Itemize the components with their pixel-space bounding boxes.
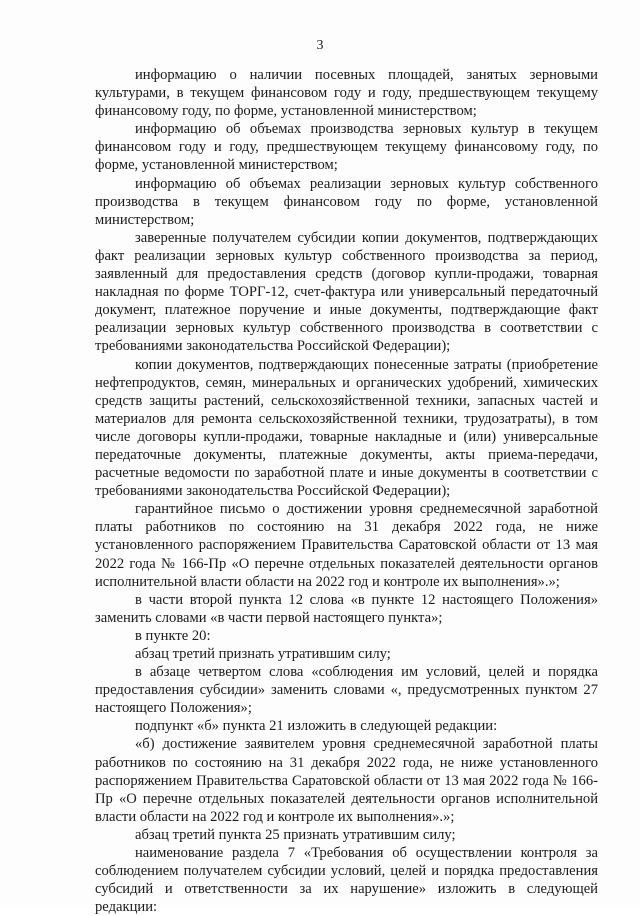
paragraph-8: в пункте 20: xyxy=(135,627,211,644)
paragraph-5: копии документов, подтверждающих понесенные затраты (приобретение нефтепродуктов, семян, минеральных и органических удобрений, химических средств защиты растений, сельскохозяйственной техники, запасных частей и материалов для ремонта сельскохозяйственной техники, трудозатраты), в том числе договоры купли-продажи, товарные накладные и (или) универсальные передаточные документы, платежные документы, акты приема-передачи, расчетные ведомости по заработной плате и иные документы в соответствии с требованиями законодательства Российской Федерации); xyxy=(95,356,598,500)
paragraph-9: абзац третий признать утратившим силу; xyxy=(135,646,391,662)
paragraph-7: в части второй пункта 12 слова «в пункте 12 настоящего Положения» заменить словами «в части первой настоящего пункта»; xyxy=(95,591,598,626)
paragraph-4: заверенные получателем субсидии копии документов, подтверждающих факт реализации зерновых культур собственного производства за период, заявленный для предоставления средств (договор купли-продажи, товарная накладная по форме ТОРГ-12, счет-фактура или универсальный передаточный документ, платежное поручение и иные документы, подтверждающие факт реализации зерновых культур собственного производства в соответствии с требованиями законодательства Российской Федерации); xyxy=(95,229,598,355)
paragraph-1: информацию о наличии посевных площадей, занятых зерновыми культурами, в текущем финансовом году и году, предшествующем текущему финансовому году, по форме, установленной министерством; xyxy=(95,67,598,120)
page-number: 3 xyxy=(316,38,324,53)
paragraph-10: в абзаце четвертом слова «соблюдения им условий, целей и порядка предоставления субсидии» заменить словами «, предусмотренных пунктом 27 настоящего Положения»; xyxy=(95,664,598,717)
paragraph-14: наименование раздела 7 «Требования об осуществлении контроля за соблюдением получателем субсидии условий, целей и порядка предоставления субсидий и ответственности за их нарушение» изложить в следующей редакции: xyxy=(95,845,598,916)
paragraph-12: «б) достижение заявителем уровня среднемесячной заработной платы работников по состоянию на 31 декабря 2022 года, не ниже установленного распоряжением Правительства Саратовской области от 13 мая 2022 года № 166-Пр «О перечне отдельных показателей деятельности органов исполнительной власти области на 2022 год и контроле их выполнения».»; xyxy=(95,736,598,825)
document-body xyxy=(95,66,598,916)
paragraph-6: гарантийное письмо о достижении уровня среднемесячной заработной платы работников по состоянию на 31 декабря 2022 года, не ниже установленного распоряжением Правительства Саратовской области от 13 мая 2022 года № 166-Пр «О перечне отдельных показателей деятельности органов исполнительной власти области на 2022 год и контроле их выполнения».»; xyxy=(95,501,598,590)
paragraph-13: абзац третий пункта 25 признать утратившим силу; xyxy=(135,826,456,843)
paragraph-11: подпункт «б» пункта 21 изложить в следующей редакции: xyxy=(135,718,498,735)
paragraph-3: информацию об объемах реализации зерновых культур собственного производства в текущем финансовом году по форме, установленной министерством; xyxy=(95,175,598,228)
paragraph-2: информацию об объемах производства зерновых культур в текущем финансовом году и году, предшествующем текущему финансовому году, по форме, установленной министерством; xyxy=(95,121,598,174)
